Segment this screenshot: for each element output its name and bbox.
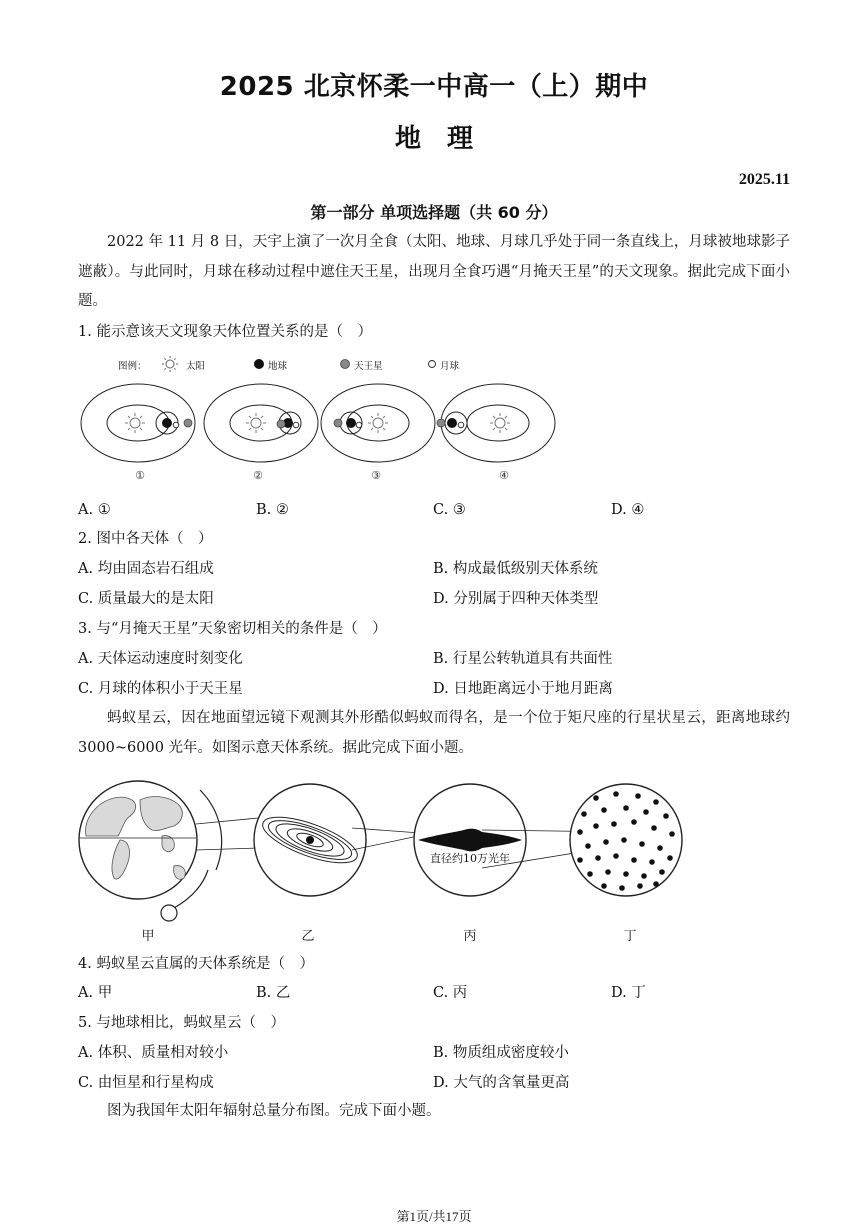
q2-option-b[interactable]: B. 构成最低级别天体系统 bbox=[433, 561, 598, 577]
q5-option-b[interactable]: B. 物质组成密度较小 bbox=[433, 1045, 569, 1061]
q3-option-d[interactable]: D. 日地距离远小于地月距离 bbox=[433, 681, 613, 697]
orbit-diagram-3 bbox=[321, 384, 435, 462]
q5-option-a[interactable]: A. 体积、质量相对较小 bbox=[78, 1045, 229, 1061]
diagram-label-4: ④ bbox=[499, 469, 509, 482]
intro-paragraph-2: 蚂蚁星云，因在地面望远镜下观测其外形酷似蚂蚁而得名，是一个位于矩尺座的行星状星云，距离地球约 3000~6000 光年。如图示意天体系统。据此完成下面小题。 bbox=[78, 710, 790, 756]
q1-option-c[interactable]: C. ③ bbox=[433, 502, 466, 518]
legend-earth-label: 地球 bbox=[268, 361, 288, 372]
q5-option-d[interactable]: D. 大气的含氧量更高 bbox=[433, 1075, 570, 1091]
intro-paragraph-3: 图为我国年太阳年辐射总量分布图。完成下面小题。 bbox=[107, 1103, 441, 1119]
earth-moon-system bbox=[79, 781, 222, 921]
q5-option-c[interactable]: C. 由恒星和行星构成 bbox=[78, 1075, 214, 1091]
figure-label-jia: 甲 bbox=[141, 929, 155, 944]
question-2-stem: 2. 图中各天体（ ） bbox=[78, 531, 213, 547]
figure-label-yi: 乙 bbox=[301, 929, 315, 944]
q4-option-b[interactable]: B. 乙 bbox=[256, 985, 291, 1001]
uranus-legend-icon bbox=[338, 357, 352, 371]
solar-system bbox=[254, 784, 366, 896]
page-footer: 第1页/共17页 bbox=[396, 1209, 472, 1224]
legend-title: 图例： bbox=[118, 361, 147, 372]
diagram-label-2: ② bbox=[253, 469, 263, 482]
question-4-stem: 4. 蚂蚁星云直属的天体系统是（ ） bbox=[78, 956, 314, 972]
diagram-label-3: ③ bbox=[371, 469, 381, 482]
q2-option-d[interactable]: D. 分别属于四种天体类型 bbox=[433, 591, 599, 607]
legend-uranus-label: 天王星 bbox=[354, 361, 383, 372]
q1-option-d[interactable]: D. ④ bbox=[611, 502, 645, 518]
q3-option-a[interactable]: A. 天体运动速度时刻变化 bbox=[78, 651, 243, 667]
legend-moon-label: 月球 bbox=[440, 361, 460, 372]
exam-date: 2025.11 bbox=[738, 171, 790, 188]
subject-title: 地 理 bbox=[394, 124, 473, 154]
diagram-label-1: ① bbox=[135, 469, 145, 482]
q2-option-c[interactable]: C. 质量最大的是太阳 bbox=[78, 591, 214, 607]
observable-universe bbox=[570, 784, 682, 896]
orbit-diagram-4 bbox=[437, 384, 555, 462]
moon-legend-icon bbox=[426, 358, 438, 370]
section-title: 第一部分 单项选择题（共 60 分） bbox=[310, 203, 558, 222]
celestial-systems-figure bbox=[78, 770, 690, 950]
intro-paragraph-1: 2022 年 11 月 8 日，天宇上演了一次月全食（太阳、地球、月球几乎处于同一条直线上，月球被地球影子遮蔽）。与此同时，月球在移动过程中遮住天王星，出现月全食巧遇“月掩天王星”的天文现象。据此完成下面小题。 bbox=[78, 234, 790, 309]
exam-title: 2025 北京怀柔一中高一（上）期中 bbox=[219, 72, 649, 102]
orbit-diagrams bbox=[78, 378, 558, 490]
earth-legend-icon bbox=[252, 357, 266, 371]
question-1-stem: 1. 能示意该天文现象天体位置关系的是（ ） bbox=[78, 324, 372, 340]
q1-option-a[interactable]: A. ① bbox=[78, 502, 111, 518]
milky-way-galaxy bbox=[414, 784, 526, 896]
orbit-diagram-1 bbox=[81, 384, 195, 462]
q4-option-a[interactable]: A. 甲 bbox=[78, 985, 113, 1001]
q3-option-c[interactable]: C. 月球的体积小于天王星 bbox=[78, 681, 243, 697]
q3-option-b[interactable]: B. 行星公转轨道具有共面性 bbox=[433, 651, 613, 667]
legend-sun-label: 太阳 bbox=[186, 361, 206, 372]
sun-legend-icon bbox=[160, 354, 180, 374]
q2-option-a[interactable]: A. 均由固态岩石组成 bbox=[78, 561, 214, 577]
galaxy-diameter-note: 直径约10万光年 bbox=[430, 852, 510, 865]
figure-label-ding: 丁 bbox=[623, 929, 637, 944]
figure-label-bing: 丙 bbox=[463, 929, 477, 944]
question-5-stem: 5. 与地球相比，蚂蚁星云（ ） bbox=[78, 1015, 285, 1031]
orbit-diagram-2 bbox=[204, 384, 318, 462]
question-3-stem: 3. 与“月掩天王星”天象密切相关的条件是（ ） bbox=[78, 621, 387, 637]
q4-option-c[interactable]: C. 丙 bbox=[433, 985, 468, 1001]
q4-option-d[interactable]: D. 丁 bbox=[611, 985, 646, 1001]
q1-option-b[interactable]: B. ② bbox=[256, 502, 289, 518]
